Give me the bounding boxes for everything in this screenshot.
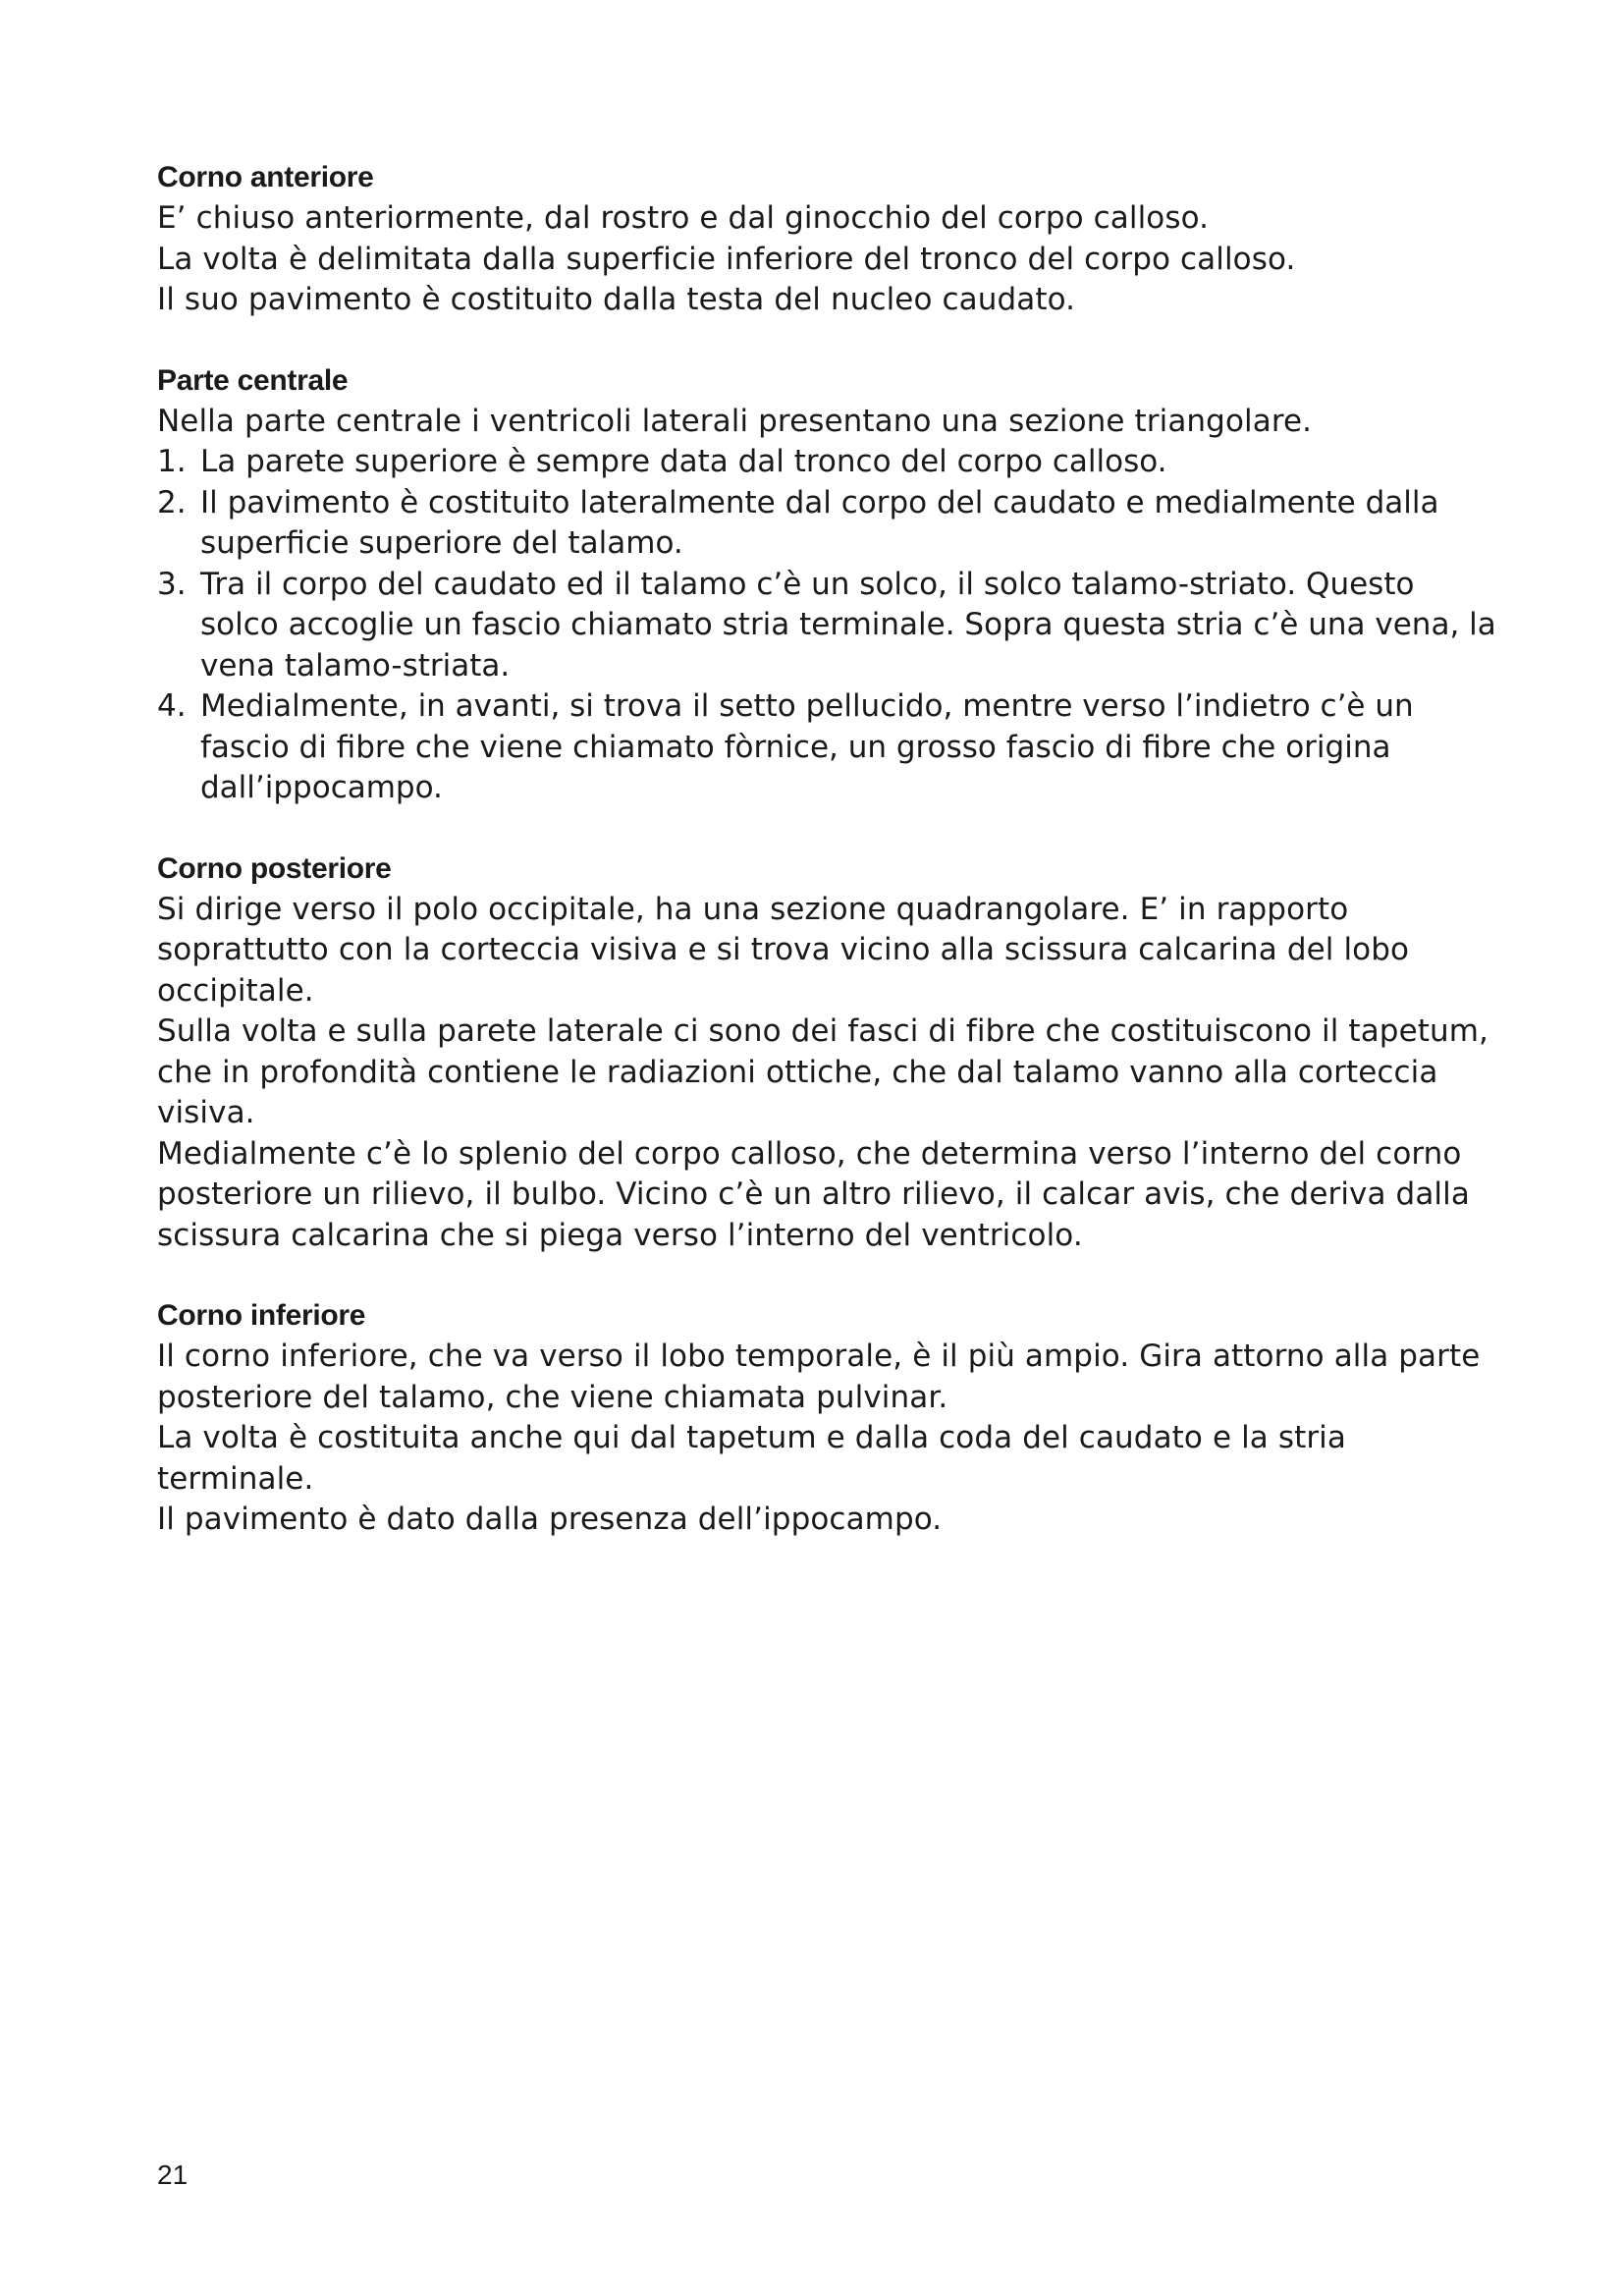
section-heading: Parte centrale — [157, 363, 349, 397]
list-text: La parete superiore è sempre data dal tronco del corpo calloso. — [200, 444, 1167, 479]
paragraph: Medialmente c’è lo splenio del corpo calloso, che determina verso l’interno del corno posteriore un rilievo, il bulbo. Vicino c’è un altro rilievo, il calcar avis, che deriva dalla scissura calcarina che si piega verso l’interno del ventricolo. — [157, 1135, 1470, 1253]
list-text: Il pavimento è costituito lateralmente dal corpo del caudato e medialmente dalla superficie superiore del talamo. — [200, 484, 1439, 561]
paragraph: Il pavimento è dato dalla presenza dell’ippocampo. — [157, 1502, 943, 1537]
list-item — [157, 686, 1502, 809]
section-corno-anteriore — [157, 157, 1502, 321]
paragraph: La volta è delimitata dalla superficie inferiore del tronco del corpo calloso. — [157, 241, 1296, 277]
paragraph: Nella parte centrale i ventricoli laterali presentano una sezione triangolare. — [157, 403, 1313, 439]
list-number: 3. — [157, 566, 187, 602]
list-number: 4. — [157, 688, 187, 724]
numbered-list — [157, 442, 1502, 809]
page-number: 21 — [157, 2159, 189, 2190]
document-page — [157, 157, 1502, 1580]
list-number: 1. — [157, 444, 187, 479]
list-number: 2. — [157, 484, 187, 520]
section-heading: Corno anteriore — [157, 161, 374, 193]
paragraph: Si dirige verso il polo occipitale, ha una sezione quadrangolare. E’ in rapporto soprattutto con la corteccia visiva e si trova vicino alla scissura calcarina del lobo occipitale. — [157, 891, 1410, 1009]
paragraph: Il suo pavimento è costituito dalla testa del nucleo caudato. — [157, 282, 1076, 317]
list-item — [157, 442, 1502, 483]
section-corno-inferiore — [157, 1295, 1502, 1541]
section-heading: Corno posteriore — [157, 851, 392, 885]
section-corno-posteriore — [157, 848, 1502, 1257]
list-text: Medialmente, in avanti, si trova il setto pellucido, mentre verso l’indietro c’è un fascio di fibre che viene chiamato fòrnice, un grosso fascio di fibre che origina dall’ippocampo. — [200, 688, 1414, 805]
list-text: Tra il corpo del caudato ed il talamo c’è un solco, il solco talamo-striato. Questo solco accoglie un fascio chiamato stria terminale. Sopra questa stria c’è una vena, la vena talamo-striata. — [200, 566, 1496, 683]
section-parte-centrale — [157, 360, 1502, 809]
paragraph: La volta è costituita anche qui dal tapetum e dalla coda del caudato e la stria terminale. — [157, 1420, 1346, 1497]
list-item — [157, 483, 1502, 565]
paragraph: E’ chiuso anteriormente, dal rostro e dal ginocchio del corpo calloso. — [157, 200, 1210, 236]
paragraph: Il corno inferiore, che va verso il lobo temporale, è il più ampio. Gira attorno alla parte posteriore del talamo, che viene chiamata pulvinar. — [157, 1339, 1481, 1415]
list-item — [157, 565, 1502, 687]
section-heading: Corno inferiore — [157, 1299, 366, 1332]
paragraph: Sulla volta e sulla parete laterale ci sono dei fasci di fibre che costituiscono il tapetum, che in profondità contiene le radiazioni ottiche, che dal talamo vanno alla corteccia visiva. — [157, 1013, 1488, 1130]
